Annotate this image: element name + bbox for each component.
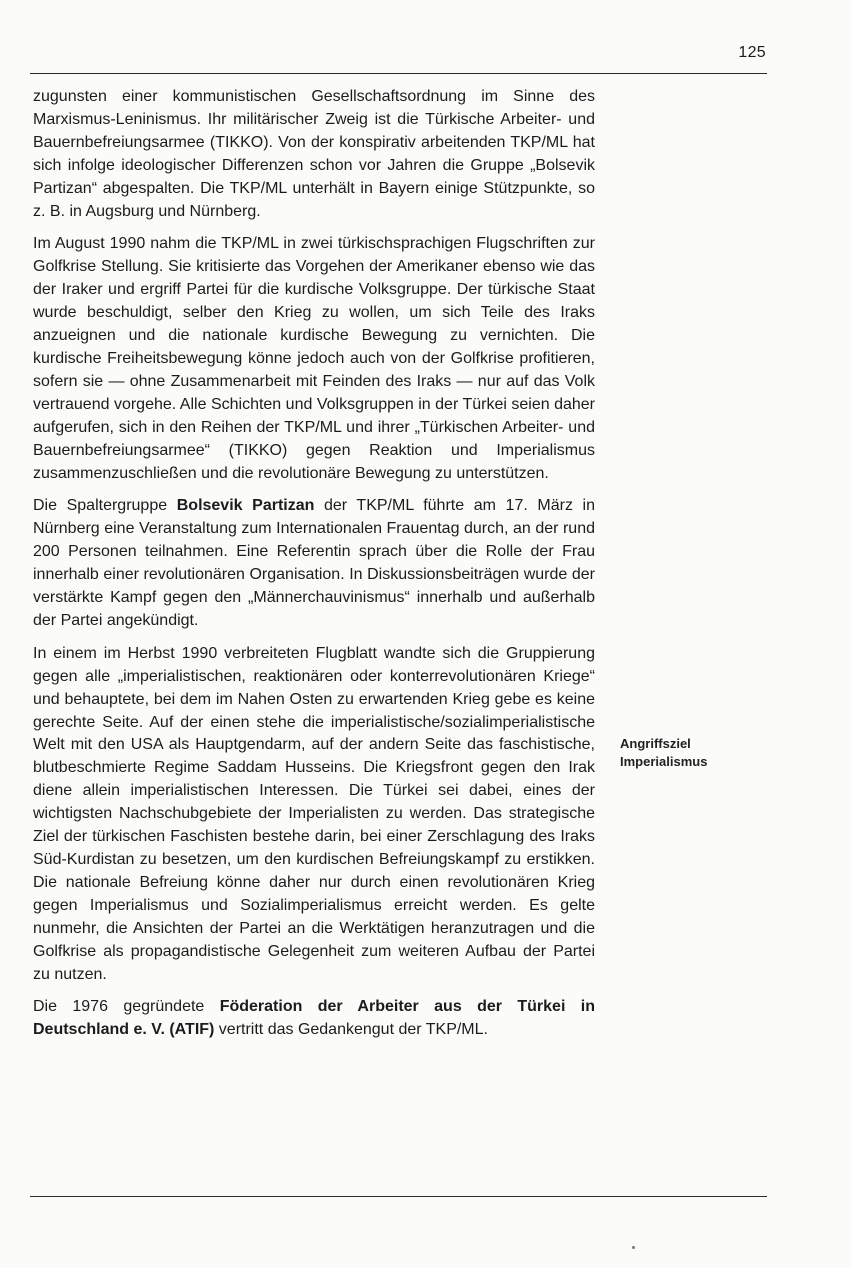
header-rule (30, 73, 767, 74)
paragraph-5-text-before: Die 1976 gegründete (33, 998, 220, 1016)
paragraph-5 (33, 996, 595, 1042)
page-number: 125 (738, 44, 766, 61)
margin-note-line-2: Imperialismus (620, 754, 708, 769)
paragraph-4: In einem im Herbst 1990 verbreiteten Flugblatt wandte sich die Gruppierung gegen alle „imperialistischen, reaktionären oder konterrevolutionären Kriege“ und behauptete, bei dem im Nahen Osten zu erwartenden Krieg gebe es keine gerechte Seite. Auf der einen stehe die imperialistische/sozialimperialistische Welt mit den USA als Hauptgendarm, auf der andern Seite das faschistische, blutbeschmierte Regime Saddam Husseins. Die Kriegsfront gegen den Irak diene allein imperialistischen Interessen. Die Türkei sei dabei, eines der wichtigsten Nachschubgebiete der Imperialisten zu werden. Das strategische Ziel der türkischen Faschisten bestehe darin, bei einer Zerschlagung des Iraks Süd-Kurdistan zu besetzen, um den kurdischen Befreiungskampf zu erstikken. Die nationale Befreiung könne daher nur durch einen revolutionären Krieg gegen Imperialismus und Sozialimperialismus erreicht werden. Es gelte nunmehr, die Ansichten der Partei an die Werktätigen heranzutragen und die Golfkrise als propagandistische Gelegenheit zum weiteren Aufbau der Partei zu nutzen. (33, 644, 595, 983)
footer-rule (30, 1196, 767, 1197)
paragraph-3-text-before: Die Spaltergruppe (33, 497, 177, 515)
paragraph-3 (33, 495, 595, 632)
body-text-column (33, 86, 595, 1052)
paragraph-3-text-after: der TKP/ML führte am 17. März in Nürnberg eine Veranstaltung zum Internationalen Frauentag durch, an der rund 200 Personen teilnahmen. Eine Referentin sprach über die Rolle der Frau innerhalb einer revolutionären Organisation. In Diskussionsbeiträgen wurde der verstärkte Kampf gegen den „Männerchauvinismus“ innerhalb und außerhalb der Partei angekündigt. (33, 497, 596, 629)
paragraph-3-bold-term: Bolsevik Partizan (176, 497, 315, 515)
paragraph-5-bold-term: Föderation der Arbeiter aus der Türkei in Deutschland e. V. (ATIF) (33, 998, 595, 1039)
paragraph-5-text-after: vertritt das Gedankengut der TKP/ML. (214, 1021, 488, 1039)
scan-speck (632, 1246, 635, 1249)
margin-note-line-1: Angriffsziel (620, 736, 691, 751)
margin-note (620, 735, 770, 771)
paragraph-2: Im August 1990 nahm die TKP/ML in zwei türkischsprachigen Flugschriften zur Golfkrise Stellung. Sie kritisierte das Vorgehen der Amerikaner ebenso wie das der Iraker und ergriff Partei für die kurdische Volksgruppe. Der türkische Staat wurde beschuldigt, selber den Krieg zu wollen, um sich Teile des Iraks anzueignen und die nationale kurdische Bewegung zu vernichten. Die kurdische Freiheitsbewegung könne jedoch auch von der Golfkrise profitieren, sofern sie — ohne Zusammenarbeit mit Feinden des Iraks — nur auf das Volk vertrauend vorgehe. Alle Schichten und Volksgruppen in der Türkei seien daher aufgerufen, sich in den Reihen der TKP/ML und ihrer „Türkischen Arbeiter- und Bauernbefreiungsarmee“ (TIKKO) gegen Reaktion und Imperialismus zusammenzuschließen und die revolutionäre Bewegung zu unterstützen. (33, 235, 595, 482)
paragraph-1: zugunsten einer kommunistischen Gesellschaftsordnung im Sinne des Marxismus-Leninismus. Ihr militärischer Zweig ist die Türkische Arbeiter- und Bauernbefreiungsarmee (TIKKO). Von der konspirativ arbeitenden TKP/ML hat sich infolge ideologischer Differenzen schon vor Jahren die Gruppe „Bolsevik Partizan“ abgespalten. Die TKP/ML unterhält in Bayern einige Stützpunkte, so z. B. in Augsburg und Nürnberg. (33, 88, 595, 220)
